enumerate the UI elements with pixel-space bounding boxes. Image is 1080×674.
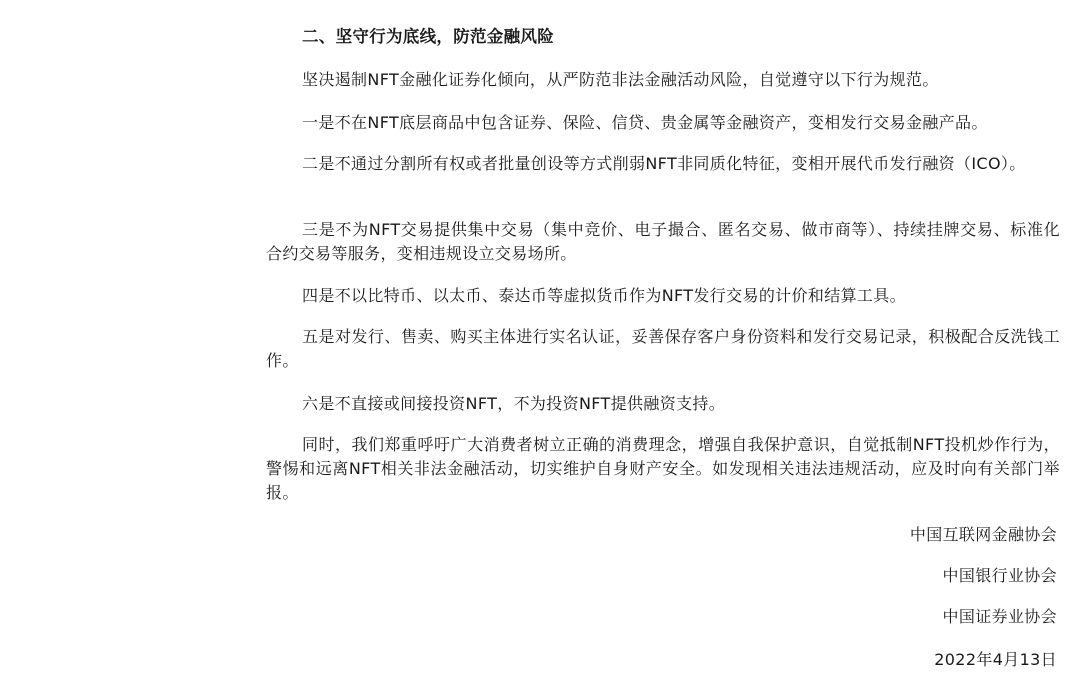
paragraph-rule-1: 一是不在NFT底层商品中包含证券、保险、信贷、贵金属等金融资产，变相发行交易金融产品。: [302, 113, 988, 132]
signatory-sac: 中国证券业协会: [942, 607, 1057, 626]
document-date: 2022年4月13日: [934, 650, 1057, 669]
signatory-nifa: 中国互联网金融协会: [909, 525, 1057, 544]
signatory-cba: 中国银行业协会: [942, 566, 1057, 585]
section-heading: 二、坚守行为底线，防范金融风险: [302, 27, 554, 46]
cropped-text-line: [270, 0, 650, 3]
paragraph-rule-3: 三是不为NFT交易提供集中交易（集中竞价、电子撮合、匿名交易、做市商等）、持续挂牌交易、标准化合约交易等服务，变相违规设立交易场所。: [266, 220, 1060, 263]
paragraph-rule-6: 六是不直接或间接投资NFT，不为投资NFT提供融资支持。: [302, 394, 726, 413]
paragraph-appeal: 同时，我们郑重呼吁广大消费者树立正确的消费理念，增强自我保护意识，自觉抵制NFT投机炒作行为，警惕和远离NFT相关非法金融活动，切实维护自身财产安全。如发现相关违法违规活动，应及时向有关部门举报。: [266, 435, 1060, 502]
paragraph-rule-5: 五是对发行、售卖、购买主体进行实名认证，妥善保存客户身份资料和发行交易记录，积极配合反洗钱工作。: [266, 327, 1060, 370]
paragraph-intro: 坚决遏制NFT金融化证券化倾向，从严防范非法金融活动风险，自觉遵守以下行为规范。: [302, 70, 939, 89]
paragraph-rule-4: 四是不以比特币、以太币、泰达币等虚拟货币作为NFT发行交易的计价和结算工具。: [302, 286, 906, 305]
paragraph-rule-2: 二是不通过分割所有权或者批量创设等方式削弱NFT非同质化特征，变相开展代币发行融资（ICO）。: [302, 154, 1026, 173]
